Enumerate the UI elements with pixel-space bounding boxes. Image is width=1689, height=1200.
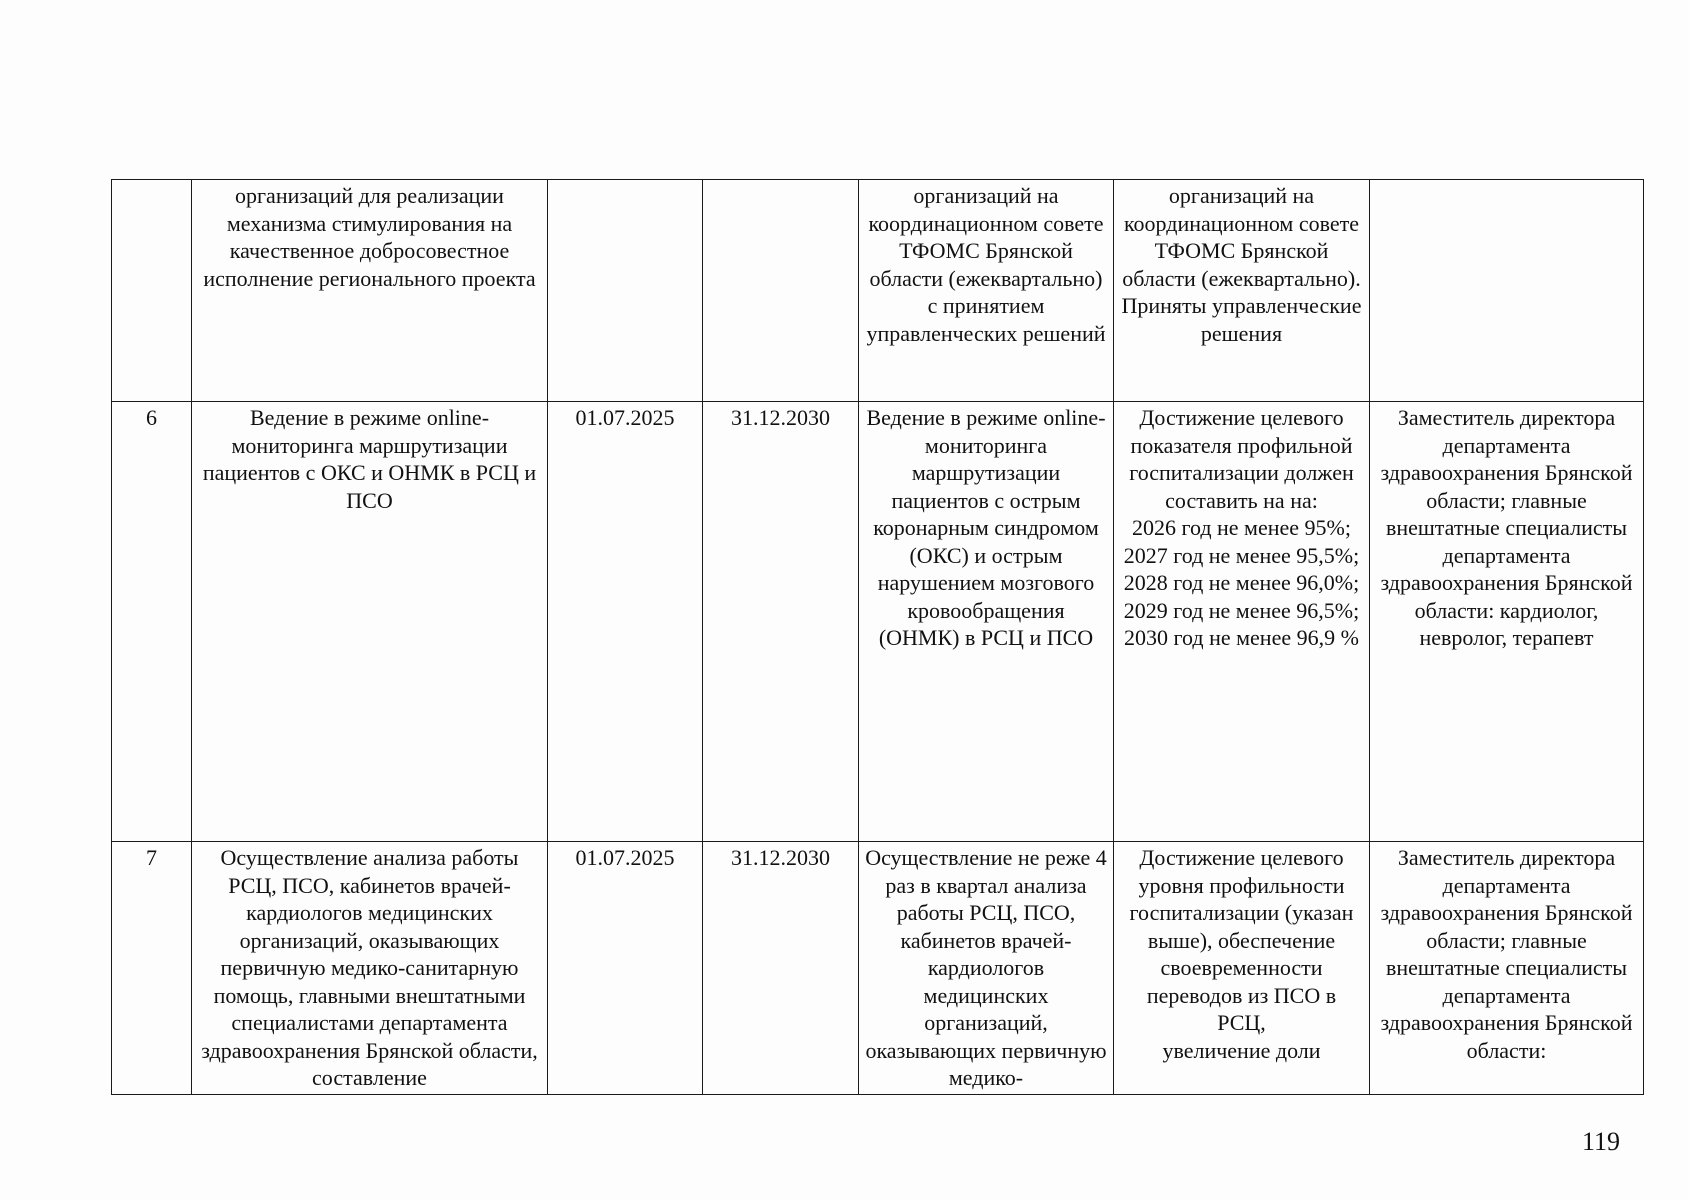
row-number-cell	[112, 180, 192, 402]
page-number: 119	[1581, 1127, 1620, 1156]
indicator-cell: Достижение целевого показателя профильной госпитализации должен составить на на: 2026 год не менее 95%; 2027 год не менее 95,5%; 2028 год не менее 96,0%; 2029 год не менее 96,5%; 2030 год не менее 96,9 %	[1114, 402, 1370, 842]
result-cell: организаций на координационном совете ТФОМС Брянской области (ежеквартально) с принятием управленческих решений	[859, 180, 1114, 402]
indicator-cell: организаций на координационном совете ТФОМС Брянской области (ежеквартально). Приняты управленческие решения	[1114, 180, 1370, 402]
row-number-cell: 7	[112, 842, 192, 1095]
start-date-cell: 01.07.2025	[548, 402, 703, 842]
table-row	[112, 180, 1644, 402]
result-cell: Осуществление не реже 4 раз в квартал анализа работы РСЦ, ПСО, кабинетов врачей-кардиологов медицинских организаций, оказывающих первичную медико-	[859, 842, 1114, 1095]
end-date-cell: 31.12.2030	[703, 842, 859, 1095]
responsible-cell: Заместитель директора департамента здравоохранения Брянской области; главные внештатные специалисты департамента здравоохранения Брянской области:	[1370, 842, 1644, 1095]
activities-table	[111, 179, 1644, 1095]
row-number-cell: 6	[112, 402, 192, 842]
indicator-cell: Достижение целевого уровня профильности госпитализации (указан выше), обеспечение своевременности переводов из ПСО в РСЦ, увеличение доли	[1114, 842, 1370, 1095]
start-date-cell	[548, 180, 703, 402]
responsible-cell: Заместитель директора департамента здравоохранения Брянской области; главные внештатные специалисты департамента здравоохранения Брянской области: кардиолог, невролог, терапевт	[1370, 402, 1644, 842]
start-date-cell: 01.07.2025	[548, 842, 703, 1095]
table-row	[112, 402, 1644, 842]
activity-name-cell: Осуществление анализа работы РСЦ, ПСО, кабинетов врачей-кардиологов медицинских организаций, оказывающих первичную медико-санитарную помощь, главными внештатными специалистами департамента здравоохранения Брянской области, составление	[192, 842, 548, 1095]
result-cell: Ведение в режиме online-мониторинга маршрутизации пациентов с острым коронарным синдромом (ОКС) и острым нарушением мозгового кровообращения (ОНМК) в РСЦ и ПСО	[859, 402, 1114, 842]
responsible-cell	[1370, 180, 1644, 402]
activity-name-cell: Ведение в режиме online-мониторинга маршрутизации пациентов с ОКС и ОНМК в РСЦ и ПСО	[192, 402, 548, 842]
end-date-cell: 31.12.2030	[703, 402, 859, 842]
table-row	[112, 842, 1644, 1095]
end-date-cell	[703, 180, 859, 402]
activity-name-cell: организаций для реализации механизма стимулирования на качественное добросовестное исполнение регионального проекта	[192, 180, 548, 402]
